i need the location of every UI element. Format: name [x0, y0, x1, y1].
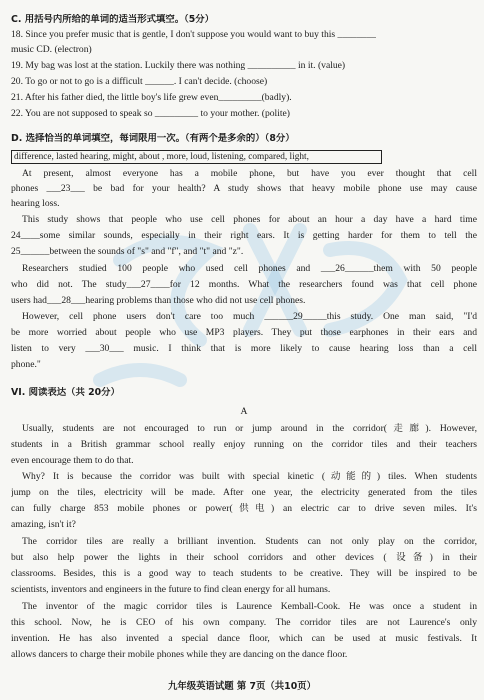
section-c-title: C. 用括号内所给的单词的适当形式填空。（5分）: [11, 14, 215, 25]
reading-line: Usually, students are not encouraged to run or jump around in the corridor(走廊). However,: [22, 423, 477, 434]
reading-line: The inventor of the magic corridor tiles is Laurence Kemball-Cook. He was once a student in: [22, 601, 477, 612]
question-21: 21. After his father died, the little boy's life grew even_________(badly).: [11, 92, 292, 103]
passage-line: listen to very ___30___ music. I think that is more likely to cause hearing loss than a cell: [11, 343, 477, 354]
reading-line: can fully charge 853 mobile phones or power(供电) an electric car to drive seven miles. It's: [11, 503, 477, 514]
passage-line: users had___28___hearing problems than those who did not use cell phones.: [11, 295, 306, 306]
reading-line: invention. He has also invented a special dance floor, which can be used at music festivals. It: [11, 633, 477, 644]
passage-line: 25______between the sounds of "s" and "f", and "t" and "z".: [11, 246, 244, 257]
reading-line: students in a British grammar school really enjoy running on the corridor tiles and their teachers: [11, 439, 477, 450]
question-20: 20. To go or not to go is a difficult ______. I can't decide. (choose): [11, 76, 268, 87]
passage-line: hearing loss.: [11, 198, 60, 209]
reading-line: Why? It is because the corridor was built with special kinetic (动能的) tiles. When students: [22, 471, 477, 482]
reading-line: amazing, isn't it?: [11, 519, 76, 530]
reading-line: scientists, inventors and engineers in the future to find clean energy for all humans.: [11, 584, 331, 595]
passage-line: phone.": [11, 359, 41, 370]
passage-line: At present, almost everyone has a mobile phone, but have you ever thought that cell: [22, 168, 477, 179]
reading-line: jump on the tiles, electricity will be made. After one year, the electricity generated from the tiles: [11, 487, 477, 498]
section-d-title: D. 选择恰当的单词填空，每词限用一次。（有两个是多余的）（8分）: [11, 133, 295, 144]
passage-line: phones ___23___ be bad for your health? A study shows that heavy mobile phone use may cause: [11, 183, 477, 194]
passage-line: However, cell phone users don't care too much ______29_____this study. One man said, "I'd: [22, 311, 477, 322]
reading-line: The corridor tiles are really a brilliant invention. Students can not only play on the corridor,: [22, 536, 477, 547]
passage-line: who did not. The study___27____for 12 months. What the researchers found was that cell phone: [11, 279, 477, 290]
passage-line: be more worried about people who use MP3 players. They put those earphones in their ears and: [11, 327, 477, 338]
reading-line: this school. Now, he is CEO of his own company. The corridor tiles are not Laurence's only: [11, 617, 477, 628]
question-19: 19. My bag was lost at the station. Luckily there was nothing __________ in it. (value): [11, 60, 346, 71]
passage-line: This study shows that people who use cell phones for about an hour a day have a hard time: [22, 214, 477, 225]
question-18: 18. Since you prefer music that is gentle, I don't suppose you would want to buy this ________: [11, 29, 376, 40]
passage-line: Researchers studied 100 people who used cell phones and ___26______them with 50 people: [22, 263, 477, 274]
section-vi-title: VI. 阅读表达（共 20分）: [11, 387, 120, 398]
reading-line: but also help power the lights in their school corridors and other devices ( 设备) in their: [11, 552, 477, 563]
passage-label: A: [240, 406, 248, 417]
word-box: difference, lasted hearing, might, about , more, loud, listening, compared, light,: [11, 150, 382, 164]
reading-line: classrooms. Besides, this is a good way to teach students to be creative. They will be inspired to be: [11, 568, 477, 579]
passage-line: 24____some similar sounds, especially in their right ears. It is getting harder for them to tell the: [11, 230, 477, 241]
reading-line: allows dancers to charge their mobile phones while they are dancing on the dance floor.: [11, 649, 348, 660]
page-footer: 九年级英语试题 第 7页（共10页）: [168, 681, 316, 692]
question-18-cont: music CD. (electron): [11, 44, 92, 55]
question-22: 22. You are not supposed to speak so _________ to your mother. (polite): [11, 108, 290, 119]
reading-line: even encourage them to do that.: [11, 455, 134, 466]
